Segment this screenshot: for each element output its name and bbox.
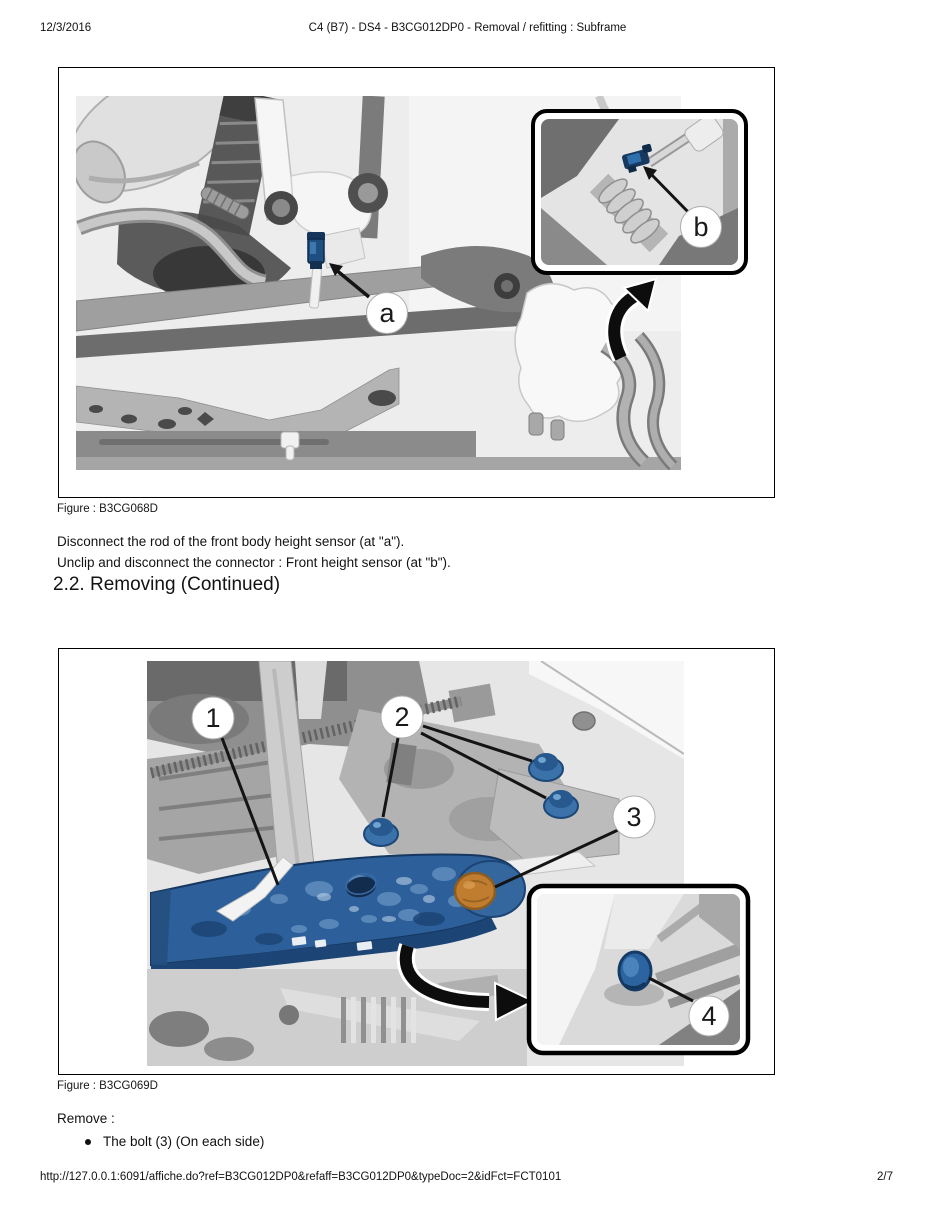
figure-1-frame [58,67,775,498]
figure-2-caption: Figure : B3CG069D [57,1080,158,1092]
figure-2-illustration [59,649,776,1076]
header-title: C4 (B7) - DS4 - B3CG012DP0 - Removal / refitting : Subframe [308,22,627,34]
removal-list-item [57,1131,264,1152]
instructions-1 [57,531,451,573]
bolt-4-highlight [619,952,651,990]
instruction-line-1: Disconnect the rod of the front body height sensor (at "a"). [57,534,405,549]
section-heading: 2.2. Removing (Continued) [53,574,281,595]
gearbox-mass [147,969,527,1066]
callout-2-label: 2 [394,702,410,732]
removal-intro: Remove : [57,1111,115,1126]
removal-list [57,1131,264,1152]
footer-page-number: 2/7 [877,1171,893,1183]
bullet-dot [85,1139,91,1145]
figure-1-caption: Figure : B3CG068D [57,503,158,515]
callout-4-label: 4 [701,1001,717,1031]
header-date: 12/3/2016 [40,22,92,34]
callout-b-label: b [693,212,709,242]
figure-1-inset [533,111,746,273]
callout-1-label: 1 [205,703,221,733]
footer-url: http://127.0.0.1:6091/affiche.do?ref=B3CG012DP0&refaff=B3CG012DP0&typeDoc=2&idFct=FCT0101 [40,1171,562,1183]
callout-3-label: 3 [626,802,642,832]
figure-1-illustration [59,68,776,499]
instruction-line-2: Unclip and disconnect the connector : Front height sensor (at "b"). [57,555,451,570]
bolt-3-highlight [455,873,495,909]
figure-2-inset [529,886,748,1053]
figure-2-frame [58,648,775,1075]
removal-item-text: The bolt (3) (On each side) [103,1134,265,1149]
callout-a-label: a [379,298,395,328]
removal-instructions [57,1108,264,1152]
